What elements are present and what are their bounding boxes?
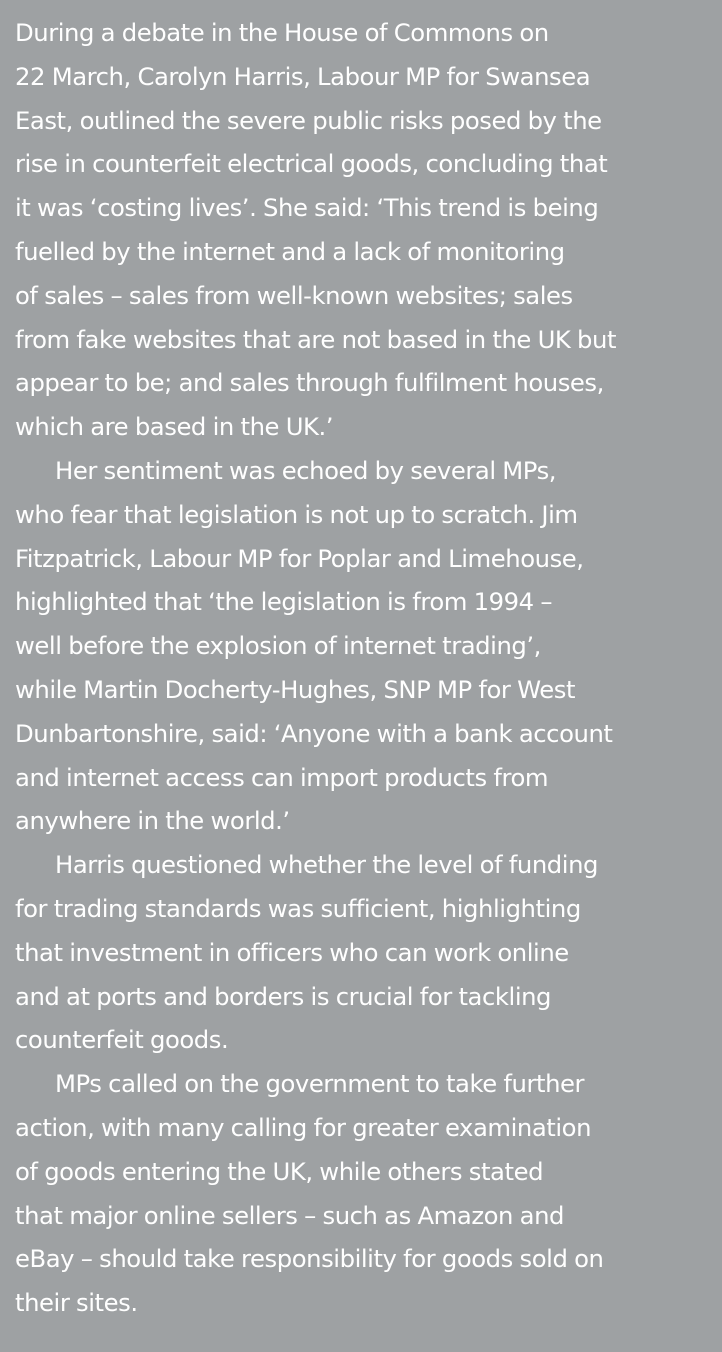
text-line: who fear that legislation is not up to scratch. Jim <box>15 499 578 529</box>
text-line: that major online sellers – such as Amazon and <box>15 1200 565 1230</box>
text-line: Dunbartonshire, said: ‘Anyone with a bank account <box>15 718 613 748</box>
text-line: well before the explosion of internet trading’, <box>15 631 541 661</box>
text-line: East, outlined the severe public risks posed by the <box>15 105 602 135</box>
text-line: for trading standards was sufficient, highlighting <box>15 893 581 923</box>
text-line: action, with many calling for greater examination <box>15 1112 592 1142</box>
text-line: counterfeit goods. <box>15 1025 229 1055</box>
text-line: and at ports and borders is crucial for tackling <box>15 981 552 1011</box>
text-line: During a debate in the House of Commons on <box>15 18 549 47</box>
text-line: rise in counterfeit electrical goods, concluding that <box>15 149 608 179</box>
text-line-content: Her sentiment was echoed by several MPs, <box>55 455 557 485</box>
paragraph-3 <box>15 843 718 1062</box>
text-line: Fitzpatrick, Labour MP for Poplar and Limehouse, <box>15 543 584 573</box>
text-line: that investment in officers who can work online <box>15 937 569 967</box>
text-line: appear to be; and sales through fulfilment houses, <box>15 368 604 398</box>
text-line <box>15 843 718 887</box>
text-line: their sites. <box>15 1288 138 1318</box>
text-line: of goods entering the UK, while others stated <box>15 1156 544 1186</box>
text-line <box>15 1062 718 1106</box>
text-line: of sales – sales from well-known websites; sales <box>15 280 573 310</box>
text-line-content: Harris questioned whether the level of funding <box>55 850 598 880</box>
text-line: and internet access can import products from <box>15 762 549 792</box>
text-line: eBay – should take responsibility for goods sold on <box>15 1244 604 1274</box>
text-line-content: MPs called on the government to take further <box>55 1069 585 1099</box>
paragraph-1 <box>15 11 718 449</box>
text-line: it was ‘costing lives’. She said: ‘This trend is being <box>15 193 599 223</box>
text-line: highlighted that ‘the legislation is from 1994 – <box>15 587 553 617</box>
text-line: anywhere in the world.’ <box>15 806 290 836</box>
text-line <box>15 449 718 493</box>
text-line: fuelled by the internet and a lack of monitoring <box>15 236 565 266</box>
text-line: 22 March, Carolyn Harris, Labour MP for Swansea <box>15 61 591 91</box>
paragraph-2 <box>15 449 718 843</box>
text-line: while Martin Docherty-Hughes, SNP MP for West <box>15 674 576 704</box>
text-line: from fake websites that are not based in the UK but <box>15 324 617 354</box>
paragraph-4 <box>15 1062 718 1325</box>
text-line: which are based in the UK.’ <box>15 412 334 442</box>
